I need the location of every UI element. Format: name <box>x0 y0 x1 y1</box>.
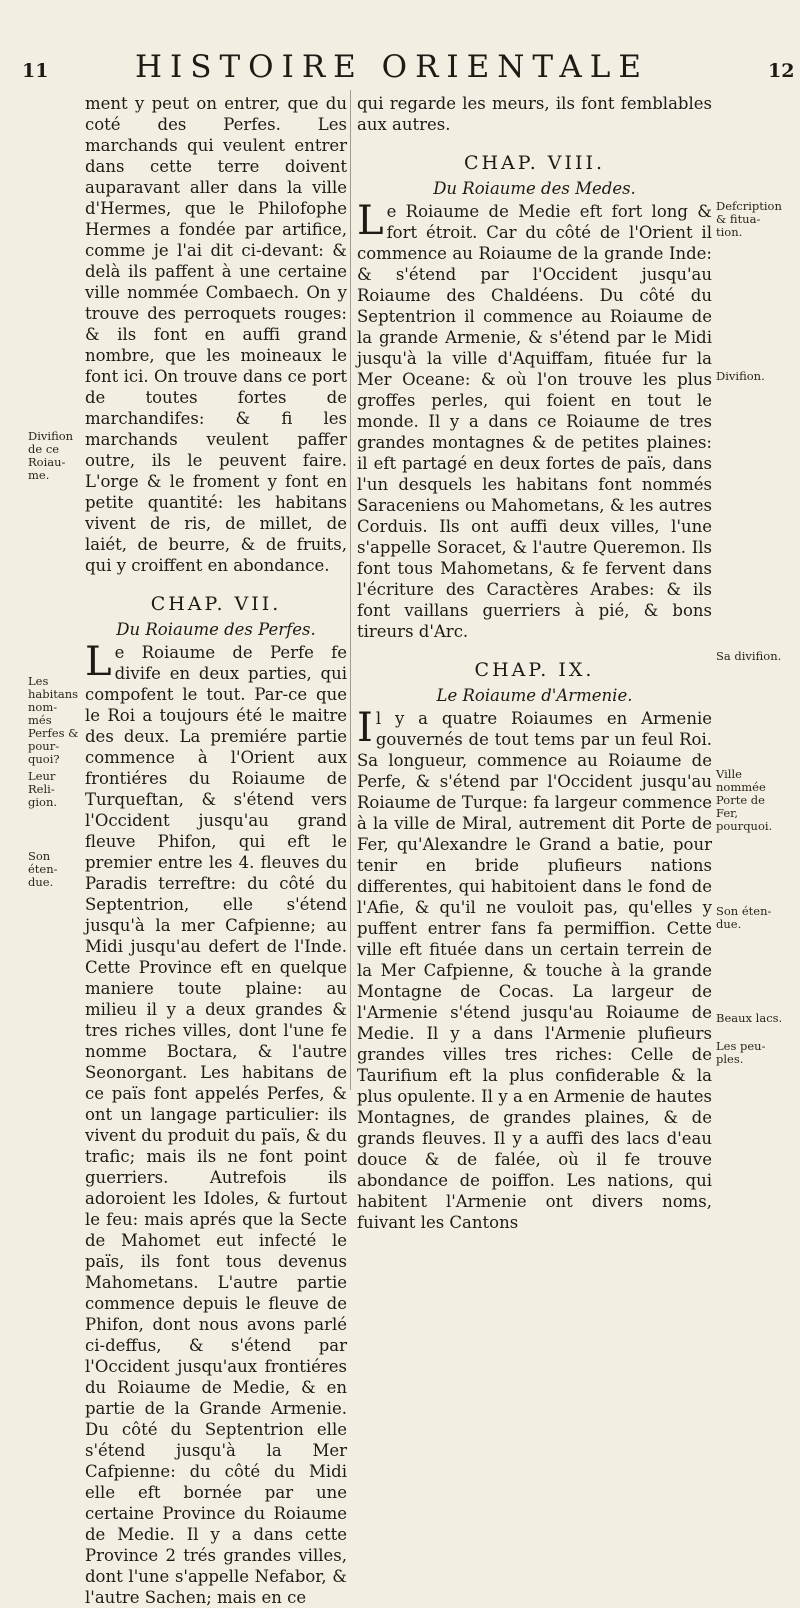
margin-note: Beaux lacs. <box>716 1011 783 1025</box>
margin-note: Les habitans nom-més Perfes & pour-quoi? <box>28 674 79 766</box>
chapter-subtitle: Du Roiaume des Medes. <box>433 179 636 198</box>
chapter-heading: CHAP. VII. <box>150 593 282 615</box>
margin-note: Divifion. <box>716 369 765 383</box>
margin-note: Leur Reli-gion. <box>28 769 58 809</box>
chapter-heading: CHAP. IX. <box>474 659 595 681</box>
margin-note: Les peu-ples. <box>716 1039 766 1066</box>
paragraph <box>357 198 712 642</box>
drop-cap: I <box>357 705 373 751</box>
paragraph: qui regarde les meurs, ils font femblables aux autres. <box>357 94 712 134</box>
page-number-left: 11 <box>22 60 49 82</box>
paragraph <box>357 705 712 1233</box>
paragraph: ment y peut on entrer, que du coté des Perfes. Les marchands qui veulent entrer dans cette terre doivent auparavant aller dans la ville d'Hermes, que le Philofophe Hermes a fondée par artifice, comme je l'ai dit ci-devant: & delà ils paffent à une certaine ville nommée Combaech. On y trouve des perroquets rouges: & ils font en auffi grand nombre, que les moineaux le font ici. On trouve dans ce port de toutes fortes de marchandifes: & fi les marchands veulent paffer outre, ils le peuvent faire. L'orge & le froment y font en petite quantité: les habitans vivent de ris, de millet, de laiét, de beurre, & de fruits, qui y croiffent en abondance. <box>85 94 347 575</box>
margin-note: Son éten-due. <box>28 849 58 889</box>
column-divider <box>350 90 351 1090</box>
paragraph-text: e Roiaume de Medie eft fort long & fort étroit. Car du côté de l'Orient il commence au Roiaume de la grande Inde: & s'étend par l'Occident jusqu'au Roiaume des Chaldéens. Du côté du Septentrion il commence au Roiaume de la grande Armenie, & s'étend par le Midi jusqu'à la ville d'Aquiffam, fituée fur la Mer Oceane: & où l'on trouve les plus groffes perles, qui foient en tout le monde. Il y a dans ce Roiaume de tres grandes montagnes & de petites plaines: il eft partagé en deux fortes de païs, dans l'un desquels les habitans font nommés Saraceniens ou Mahometans, & les autres Corduis. Ils ont auffi deux villes, l'une s'appelle Soracet, & l'autre Queremon. Ils font tous Mahometans, & fe fervent dans l'écriture des Caractères Arabes: & ils font vaillans guerriers à pié, & bons tireurs d'Arc. <box>357 202 712 641</box>
chapter-heading: CHAP. VIII. <box>463 152 606 174</box>
margin-note: Divifion de ce Roiau-me. <box>28 429 74 482</box>
drop-cap: L <box>357 198 384 244</box>
paragraph-text: l y a quatre Roiaumes en Armenie gouvernés de tout tems par un feul Roi. Sa longueur, commence au Roiaume de Perfe, & s'étend par l'Occident jusqu'au Roiaume de Turque: fa largeur commence à la ville de Miral, autrement dit Porte de Fer, qu'Alexandre le Grand a batie, pour tenir en bride plufieurs nations differentes, qui habitoient dans le fond de l'Afie, & qu'il ne vouloit pas, qu'elles y puffent entrer fans fa permiffion. Cette ville eft fituée dans un certain terrein de la Mer Cafpienne, & touche à la grande Montagne de Cocas. La largeur de l'Armenie s'étend jusqu'au Roiaume de Medie. Il y a dans l'Armenie plufieurs grandes villes tres riches: Celle de Taurifium eft la plus confiderable & la plus opulente. Il y a en Armenie de hautes Montagnes, de grandes plaines, & de grands fleuves. Il y a auffi des lacs d'eau douce & de falée, où il fe trouve abondance de poiffon. Les nations, qui habitent l'Armenie ont divers noms, fuivant les Cantons <box>357 709 712 1232</box>
margin-note: Sa divifion. <box>716 649 782 663</box>
running-header <box>0 46 800 86</box>
chapter-subtitle: Du Roiaume des Perfes. <box>116 620 316 639</box>
chapter-subtitle: Le Roiaume d'Armenie. <box>436 686 633 705</box>
margin-note: Ville nommée Porte de Fer, pourquoi. <box>716 767 773 833</box>
paragraph-text: e Roiaume de Perfe fe divife en deux parties, qui compofent le tout. Par-ce que le Roi a toujours été le maitre des deux. La premiére partie commence à l'Orient aux frontiéres du Roiaume de Turqueftan, & s'étend vers l'Occident jusqu'au grand fleuve Phifon, qui eft le premier entre les 4. fleuves du Paradis terreftre: du côté du Septentrion, elle s'étend jusqu'à la mer Cafpienne; au Midi jusqu'au defert de l'Inde. Cette Province eft en quelque maniere toute plaine: au milieu il y a deux grandes & tres riches villes, dont l'une fe nomme Boctara, & l'autre Seonorgant. Les habitans de ce païs font appelés Perfes, & ont un langage particulier: ils vivent du produit du païs, & du trafic; mais ils ne font point guerriers. Autrefois ils adoroient les Idoles, & furtout le feu: mais aprés que la Secte de Mahomet eut infecté le païs, ils font tous devenus Mahometans. L'autre partie commence depuis le fleuve de Phifon, dont nous avons parlé ci-deffus, & s'étend par l'Occident jusqu'aux frontiéres du Roiaume de Medie, & en partie de la Grande Armenie. Du côté du Septentrion elle s'étend jusqu'à la Mer Cafpienne: du côté du Midi elle eft bornée par une certaine Province du Roiaume de Medie. Il y a dans cette Province 2 trés grandes villes, dont l'une s'appelle Nefabor, & l'autre Sachen; mais en ce <box>85 643 347 1607</box>
page-number-right: 12 <box>768 60 795 82</box>
left-column <box>85 93 347 1608</box>
paragraph <box>85 639 347 1608</box>
right-column <box>357 93 712 1233</box>
running-title: HISTOIRE ORIENTALE <box>134 49 650 85</box>
drop-cap: L <box>85 639 112 685</box>
margin-note: Defcription & fitua-tion. <box>716 199 782 239</box>
margin-note: Son éten-due. <box>716 904 772 931</box>
